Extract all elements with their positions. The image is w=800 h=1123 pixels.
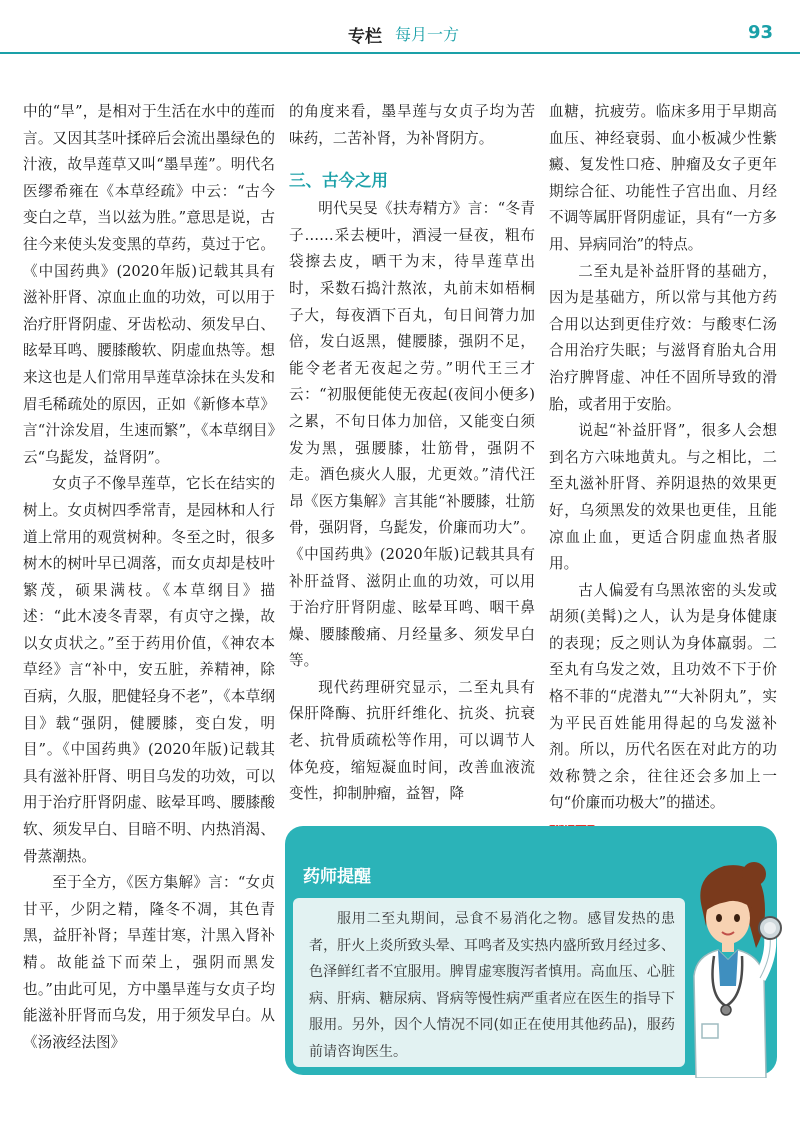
paragraph: 古人偏爱有乌黑浓密的头发或胡须(美髯)之人，认为是身体健康的表现；反之则认为身体羸弱。二至丸有乌发之效，且功效不下于价格不菲的“虎潜丸”“大补阴丸”，实为平民百姓能用得起的乌发滋补剂。所以，历代名医在对此方的功效称赞之余，往往还会多加上一句“价廉而功极大”的描述。 [549,581,777,812]
text-column-1 [23,99,275,1056]
page-number: 93 [748,22,774,43]
reminder-body: 服用二至丸期间，忌食不易消化之物。感冒发热的患者，肝火上炎所致头晕、耳鸣者及实热内盛所致月经过多、色泽鲜红者不宜服用。脾胃虚寒腹泻者慎用。高血压、心脏病、肝病、糖尿病、肾病等慢性病严重者应在医生的指导下服用。另外，因个人情况不同(如正在使用其他药品)，服药前请咨询医生。 [309,911,675,1060]
text-column-3 [549,99,777,844]
page-header [0,0,800,56]
reminder-body-panel [293,898,685,1067]
paragraph: 血糖，抗疲劳。临床多用于早期高血压、神经衰弱、血小板减少性紫癜、复发性口疮、肿瘤及女子更年期综合征、功能性子宫出血、月经不调等属肝肾阴虚证，具有“一方多用、异病同治”的特点。 [549,103,777,253]
section-heading: 三、古今之用 [289,171,388,191]
reminder-title: 药师提醒 [303,867,371,887]
column-name: 专栏 [348,27,382,47]
column-subtitle: 每月一方 [395,25,460,44]
pharmacist-illustration-icon [672,856,782,1078]
paragraph: 现代药理研究显示，二至丸具有保肝降酶、抗肝纤维化、抗炎、抗衰老、抗骨质疏松等作用，可以调节人体免疫，缩短凝血时间，改善血液流变性，抑制肿瘤，益智，降 [289,678,535,803]
paragraph: 女贞子不像旱莲草，它长在结实的树上。女贞树四季常青，是园林和人行道上常用的观赏树种。冬至之时，很多树木的树叶早已凋落，而女贞却是枝叶繁茂，硕果满枝。《本草纲目》描述：“此木凌冬青翠，有贞守之操，故以女贞状之。”至于药用价值，《神农本草经》言“补中，安五脏，养精神，除百病，久服，肥健轻身不老”，《本草纲目》载“强阴，健腰膝，变白发，明目”。《中国药典》(2020年版)记载其具有滋补肝肾、明目乌发的功效，可以用于治疗肝肾阴虚、眩晕耳鸣、腰膝酸软、须发早白、目暗不明、内热消渴、骨蒸潮热。 [23,475,275,865]
paragraph: 二至丸是补益肝肾的基础方，因为是基础方，所以常与其他方药合用以达到更佳疗效：与酸枣仁汤合用治疗失眠；与滋肾育胎丸合用治疗脾肾虚、冲任不固所导致的滑胎，或者用于安胎。 [549,262,777,413]
paragraph: 中的“旱”，是相对于生活在水中的莲而言。又因其茎叶揉碎后会流出墨绿色的汁液，故旱莲草又叫“墨旱莲”。明代名医缪希雍在《本草经疏》中云：“古今变白之草，当以兹为胜。”意思是说，古往今来使头发变黑的草药，莫过于它。《中国药典》(2020年版)记载其具有滋补肝肾、凉血止血的功效，可以用于治疗肝肾阴虚、牙齿松动、须发早白、眩晕耳鸣、腰膝酸软、阴虚血热等。想来这也是人们常用旱莲草涂抹在头发和眉毛稀疏处的原因，正如《新修本草》言“汁涂发眉，生速而繁”，《本草纲目》云“乌髭发，益肾阴”。 [23,103,275,466]
paragraph: 至于全方，《医方集解》言：“女贞甘平，少阴之精，隆冬不凋，其色青黑，益肝补肾；旱莲甘寒，汁黑入肾补精。故能益下而荣上，强阴而黑发也。”由此可见，方中墨旱莲与女贞子均能滋补肝肾而乌发，用于须发早白。从《汤液经法图》 [23,874,275,1051]
text-column-2 [289,99,535,808]
paragraph: 明代吴旻《扶寿精方》言：“冬青子……采去梗叶，酒浸一昼夜，粗布袋擦去皮，晒干为末，待旱莲草出时，采数石捣汁熬浓，丸前末如梧桐子大，每夜酒下百丸，旬日间膂力加倍，发白返黑，健腰膝，强阴不足，能令老者无夜起之劳。”明代王三才云：“初服便能使无夜起(夜间小便多)之累，不旬日体力加倍，又能变白须发为黑，强腰膝，壮筋骨，强阴不走。酒色痰火人服，尤更效。”清代汪昂《医方集解》言其能“补腰膝，壮筋骨，强阴肾，乌髭发，价廉而功大”。《中国药典》(2020年版)记载其具有补肝益肾、滋阴止血的功效，可以用于治疗肝肾阴虚、眩晕耳鸣、咽干鼻燥、腰膝酸痛、月经量多、须发早白等。 [289,200,535,670]
header-divider [0,52,800,54]
paragraph: 说起“补益肝肾”，很多人会想到名方六味地黄丸。与之相比，二至丸滋补肝肾、养阴退热的效果更好，乌须黑发的效果也更佳，且能凉血止血，更适合阴虚血热者服用。 [549,422,777,573]
paragraph: 的角度来看，墨旱莲与女贞子均为苦味药，二苦补肾，为补肾阴方。 [289,103,535,147]
